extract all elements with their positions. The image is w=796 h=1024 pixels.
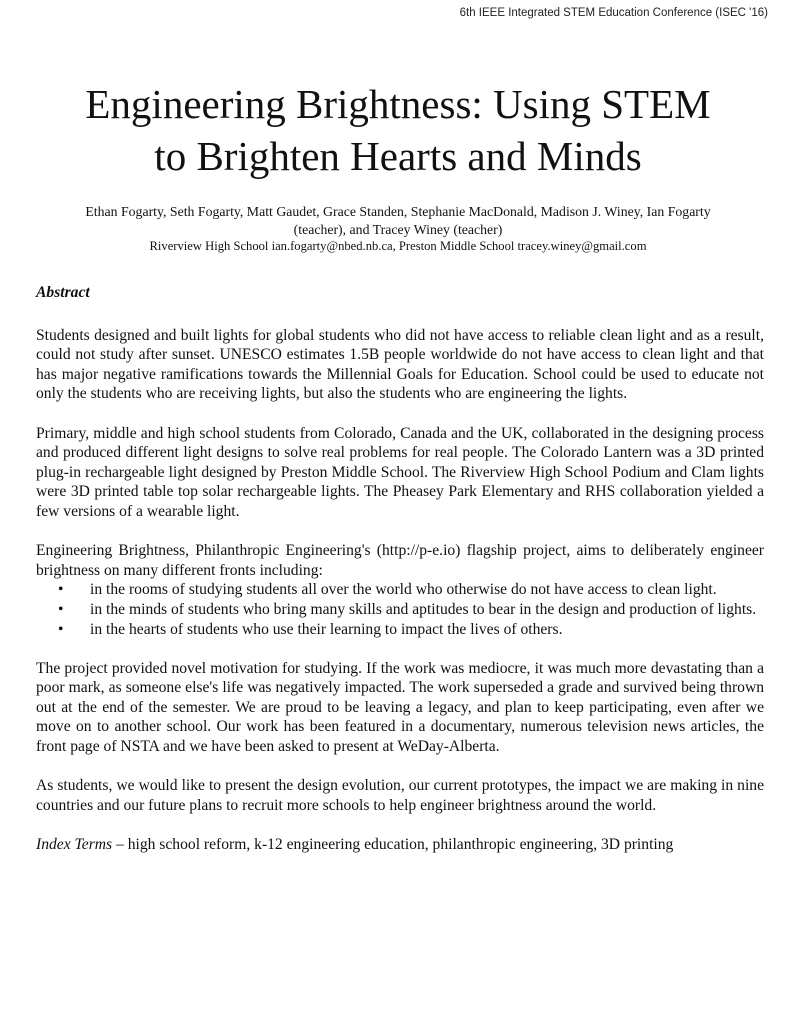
index-terms-label: Index Terms [36,836,113,854]
index-terms-text: – high school reform, k-12 engineering education, philanthropic engineering, 3D printing [112,836,674,854]
author-names-line-1: Ethan Fogarty, Seth Fogarty, Matt Gaudet, Grace Standen, Stephanie MacDonald, Madison J. Winey, Ian Fogarty [85,204,711,219]
abstract-paragraph-3: Engineering Brightness, Philanthropic Engineering's (http://p-e.io) flagship project, aims to deliberately engineer brightness on many different fronts including: [36,542,764,579]
list-item [36,620,764,640]
author-affiliation: Riverview High School ian.fogarty@nbed.nb.ca, Preston Middle School tracey.winey@gmail.com [149,239,647,253]
bullet-icon: • [58,600,64,618]
bullet-icon: • [58,581,64,599]
bullet-icon: • [58,620,64,638]
list-item-text: in the minds of students who bring many skills and aptitudes to bear in the design and production of lights. [90,600,757,618]
list-item-text: in the hearts of students who use their learning to impact the lives of others. [90,620,563,638]
abstract-section [36,283,764,855]
conference-header: 6th IEEE Integrated STEM Education Conference (ISEC '16) [459,7,768,19]
author-names-line-2: (teacher), and Tracey Winey (teacher) [293,221,503,237]
title-line-2: to Brighten Hearts and Minds [154,133,642,179]
abstract-paragraph-5: As students, we would like to present the design evolution, our current prototypes, the impact we are making in nine countries and our future plans to recruit more schools to help engineer brightness around the world. [36,777,764,814]
title-line-1: Engineering Brightness: Using STEM [85,81,711,127]
paper-title [0,78,796,182]
list-item [36,580,764,600]
abstract-paragraph-4: The project provided novel motivation for studying. If the work was mediocre, it was much more devastating than a poor mark, as someone else's life was negatively impacted. The work superseded a grade and survived being thrown out at the end of the semester. We are proud to be leaving a legacy, and plan to keep participating, even after we move on to another school. Our work has been featured in a documentary, numerous television news articles, the front page of NSTA and we have been asked to present at WeDay-Alberta. [36,659,764,756]
abstract-paragraph-2: Primary, middle and high school students from Colorado, Canada and the UK, collaborated in the designing process and produced different light designs to solve real problems for real people. The Colorado Lantern was a 3D printed plug-in rechargeable light designed by Preston Middle School. The Riverview High School Podium and Clam lights were 3D printed table top solar rechargeable lights. The Pheasey Park Elementary and RHS collaboration yielded a few versions of a wearable light. [36,424,764,520]
list-item [36,600,764,620]
index-terms [36,835,764,855]
abstract-paragraph-1: Students designed and built lights for global students who did not have access to reliable clean light and as a result, could not study after sunset. UNESCO estimates 1.5B people worldwide do not have access to clean light and that has major negative ramifications towards the Millennial Goals for Education. School could be used to educate not only the students who are receiving lights, but also the students who are engineering the lights. [36,326,764,403]
abstract-heading: Abstract [36,284,90,301]
brightness-fronts-list [36,580,764,639]
author-block [0,203,796,256]
list-item-text: in the rooms of studying students all over the world who otherwise do not have access to clean light. [90,581,717,599]
